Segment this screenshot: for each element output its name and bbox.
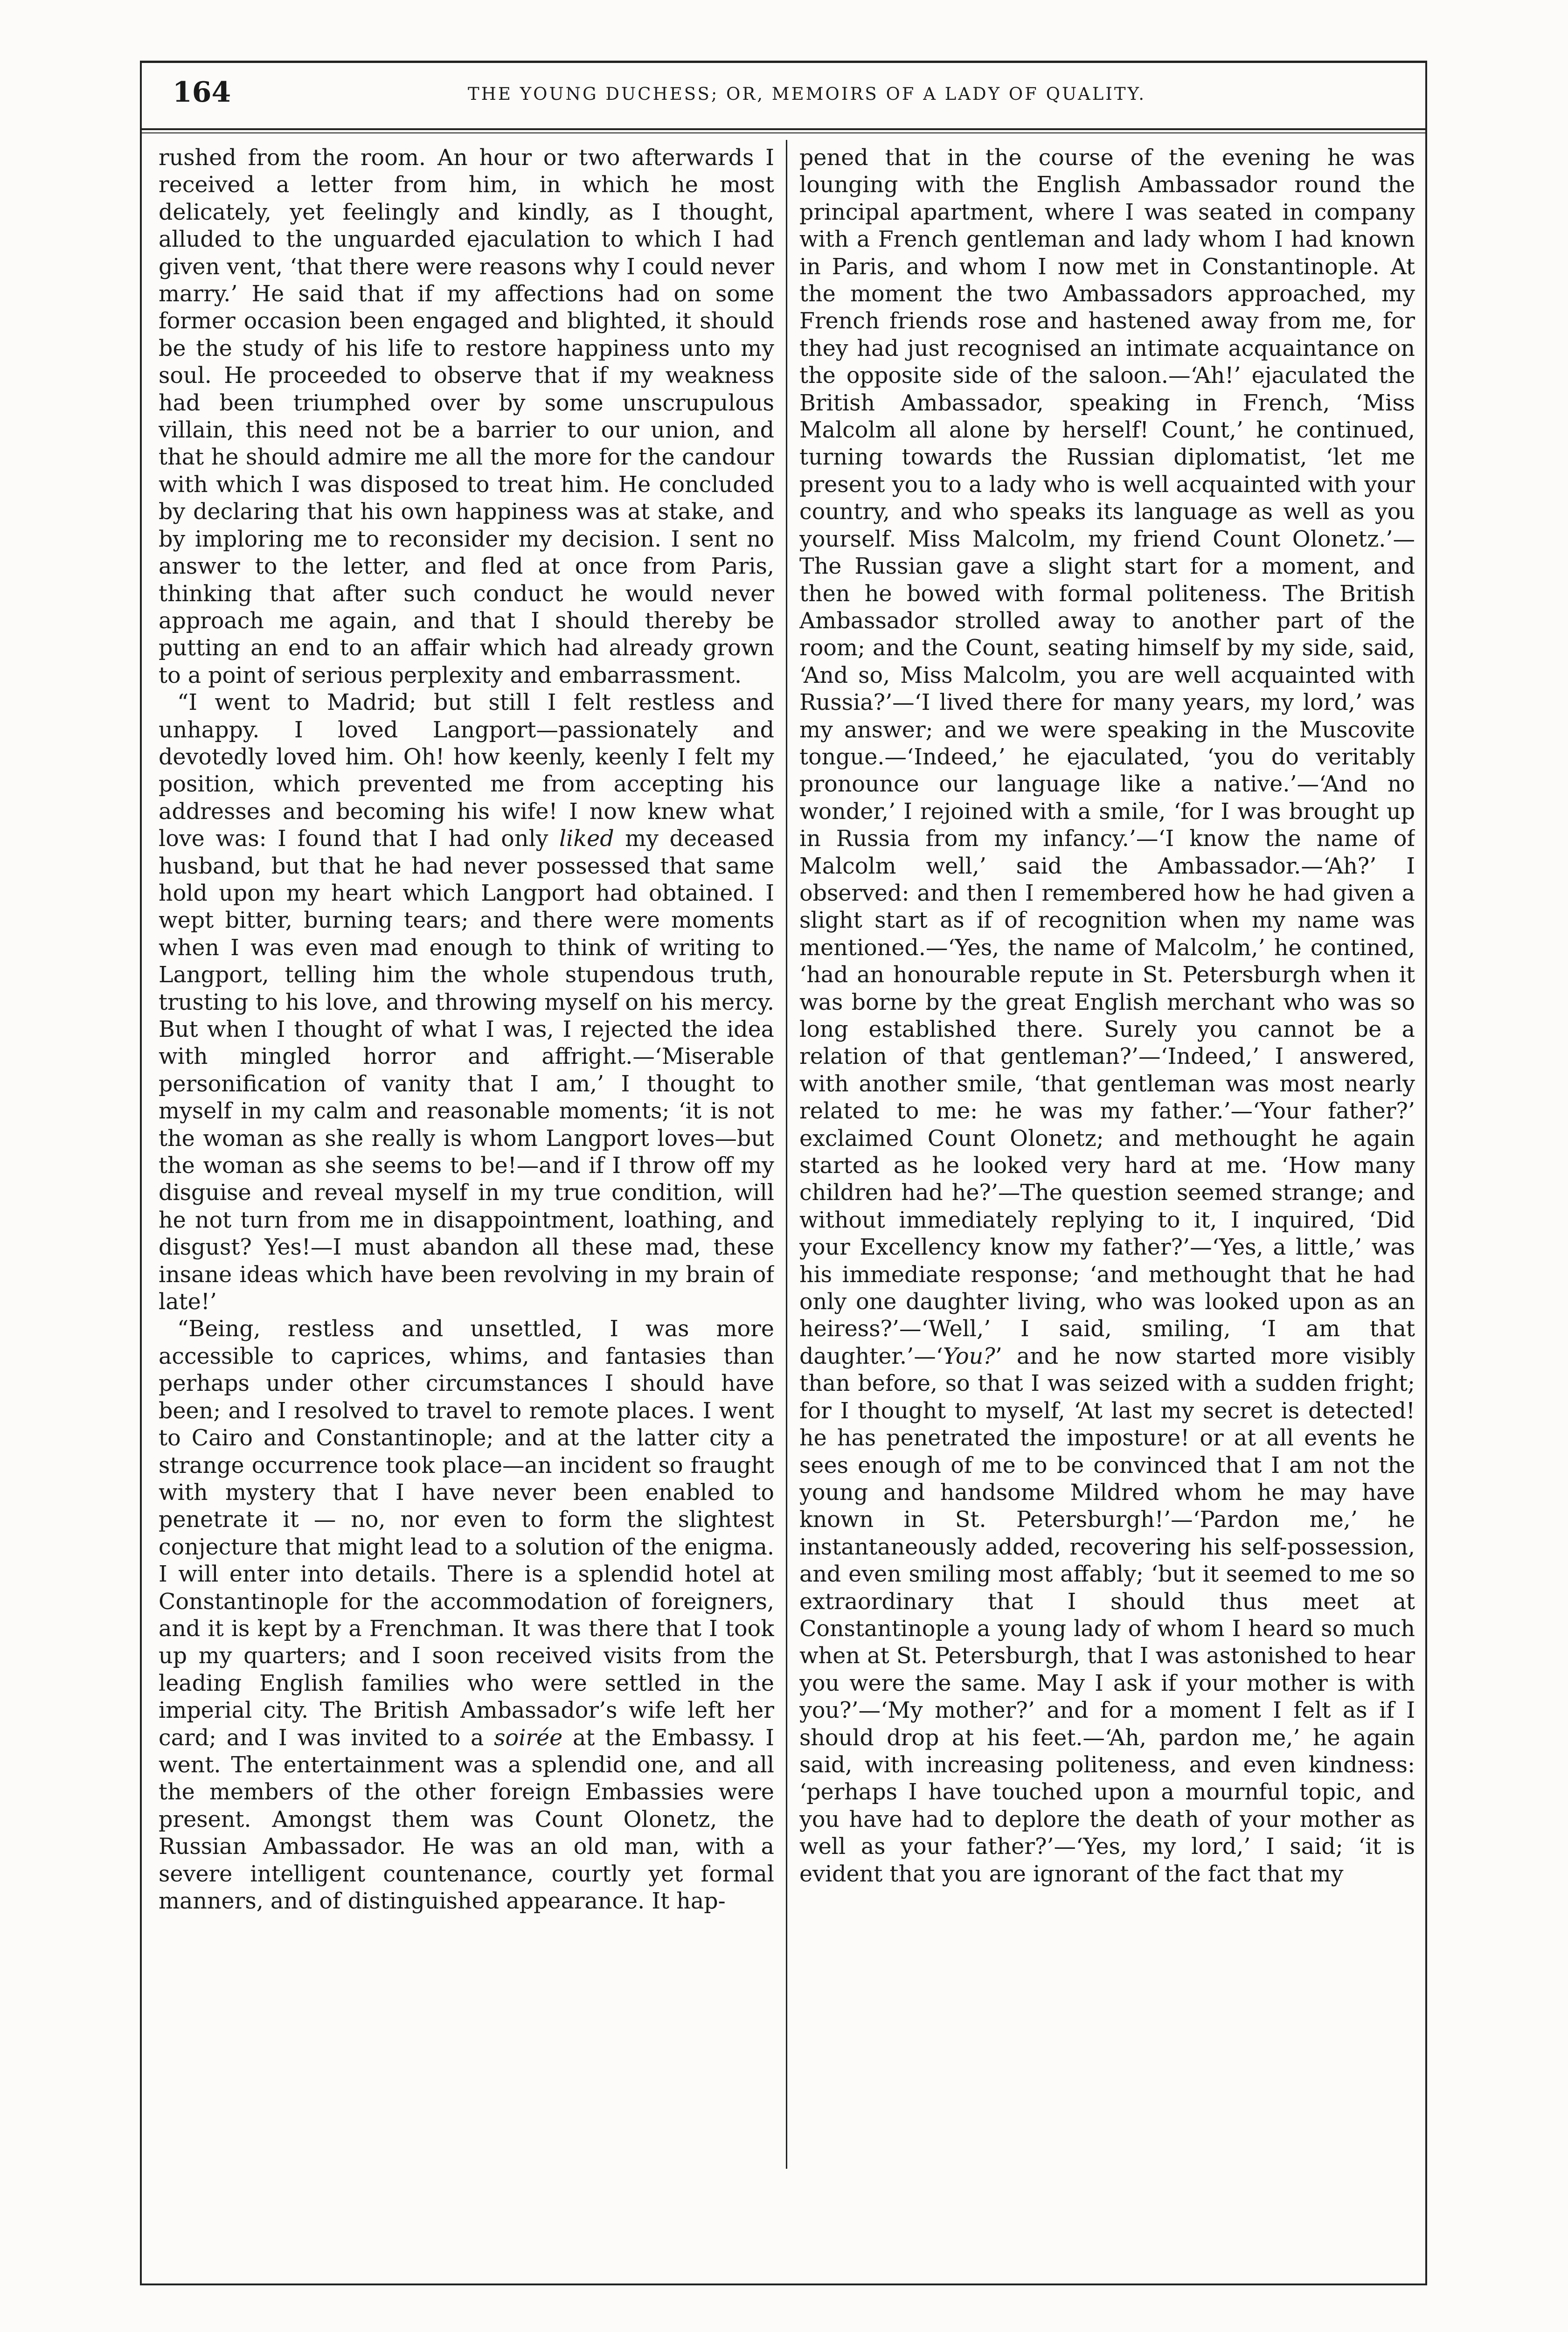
column-divider [786,140,787,2169]
paragraph [159,145,774,689]
paragraph [159,1316,774,1915]
header-rule-thin [140,132,1427,133]
running-title: THE YOUNG DUCHESS; OR, MEMOIRS OF A LADY OF QUALITY. [467,84,1146,104]
page-number: 164 [173,76,231,109]
paragraph-text: “I went to Madrid; but still I felt restless and unhappy. I loved Langport—passionately and devotedly loved him. Oh! how keenly, keenly I felt my position, which prevented me from accepting his addresses and becoming his wife! I now knew what love was: I found that I had only [159,690,774,852]
left-column [159,145,774,2159]
paragraph-text: rushed from the room. An hour or two afterwards I received a letter from him, in which he most delicately, yet feelingly and kindly, as I thought, alluded to the unguarded ejaculation to which I had given vent, ‘that there were reasons why I could never marry.’ He said that if my affections had on some former occasion been engaged and blighted, it should be the study of his life to restore happiness unto my soul. He proceeded to observe that if my weakness had been triumphed over by some unscrupulous villain, this need not be a barrier to our union, and that he should admire me all the more for the candour with which I was disposed to treat him. He concluded by declaring that his own happiness was at stake, and by imploring me to reconsider my decision. I sent no answer to the letter, and fled at once from Paris, thinking that after such conduct he would never approach me again, and that I should thereby be putting an end to an affair which had already grown to a point of serious perplexity and embarrassment. [159,145,774,688]
paragraph-text: “Being, restless and unsettled, I was more accessible to caprices, whims, and fantasies than perhaps under other circumstances I should have been; and I resolved to travel to remote places. I went to Cairo and Constantinople; and at the latter city a strange occurrence took place—an incident so fraught with mystery that I have never been enabled to penetrate it — no, nor even to form the slightest conjecture that might lead to a solution of the enigma. I will enter into details. There is a splendid hotel at Constantinople for the accommodation of foreigners, and it is kept by a Frenchman. It was there that I took up my quarters; and I soon received visits from the leading English families who were settled in the imperial city. The British Ambassador’s wife left her card; and I was invited to a [159,1316,774,1751]
paragraph-text: my deceased husband, but that he had never possessed that same hold upon my heart which Langport had obtained. I wept bitter, burning tears; and there were moments when I was even mad enough to think of writing to Langport, telling him the whole stupendous truth, trusting to his love, and throwing myself on his mercy. But when I thought of what I was, I rejected the idea with mingled horror and affright.—‘Miserable personification of vanity that I am,’ I thought to myself in my calm and reasonable moments; ‘it is not the woman as she really is whom Langport loves—but the woman as she seems to be!—and if I throw off my disguise and reveal myself in my true condition, will he not turn from me in disappointment, loathing, and disgust? Yes!—I must abandon all these mad, these insane ideas which have been revolving in my brain of late!’ [159,826,774,1315]
italic-text: You? [943,1343,995,1369]
header-rule [140,128,1427,130]
paragraph [159,689,774,1316]
paragraph-text: ’ and he now started more visibly than before, so that I was seized with a sudden fright; for I thought to myself, ‘At last my secret is detected! he has penetrated the imposture! or at all events he sees enough of me to be convinced that I am not the young and handsome Mildred whom he may have known in St. Petersburgh!’—‘Pardon me,’ he instantaneously added, recovering his self-possession, and even smiling most affably; ‘but it seemed to me so extraordinary that I should thus meet at Constantinople a young lady of whom I heard so much when at St. Petersburgh, that I was astonished to hear you were the same. May I ask if your mother is with you?’—‘My mother?’ and for a moment I felt as if I should drop at his feet.—‘Ah, pardon me,’ he again said, with increasing politeness, and even kindness: ‘perhaps I have touched upon a mournful topic, and you have had to deplore the death of your mother as well as your father?’—‘Yes, my lord,’ I said; ‘it is evident that you are ignorant of the fact that my [799,1343,1415,1887]
paragraph-text: at the Embassy. I went. The entertainment was a splendid one, and all the members of the other foreign Embassies were present. Amongst them was Count Olonetz, the Russian Ambassador. He was an old man, with a severe intelligent countenance, courtly yet formal manners, and of distinguished appearance. It hap- [159,1725,774,1914]
bottom-border-rule [140,2283,1427,2285]
left-border-rule [140,61,142,2285]
italic-text: liked [559,826,614,852]
right-border-rule [1425,61,1427,2285]
paragraph-text: pened that in the course of the evening he was lounging with the English Ambassador round the principal apartment, where I was seated in company with a French gentleman and lady whom I had known in Paris, and whom I now met in Constantinople. At the moment the two Ambassadors approached, my French friends rose and hastened away from me, for they had just recognised an intimate acquaintance on the opposite side of the saloon.—‘Ah!’ ejaculated the British Ambassador, speaking in French, ‘Miss Malcolm all alone by herself! Count,’ he continued, turning towards the Russian diplomatist, ‘let me present you to a lady who is well acquainted with your country, and who speaks its language as well as you yourself. Miss Malcolm, my friend Count Olonetz.’—The Russian gave a slight start for a moment, and then he bowed with formal politeness. The British Ambassador strolled away to another part of the room; and the Count, seating himself by my side, said, ‘And so, Miss Malcolm, you are well acquainted with Russia?’—‘I lived there for many years, my lord,’ was my answer; and we were speaking in the Muscovite tongue.—‘Indeed,’ he ejaculated, ‘you do veritably pronounce our language like a native.’—‘And no wonder,’ I rejoined with a smile, ‘for I was brought up in Russia from my infancy.’—‘I know the name of Malcolm well,’ said the Ambassador.—‘Ah?’ I observed: and then I remembered how he had given a slight start as if of recognition when my name was mentioned.—‘Yes, the name of Malcolm,’ he contined, ‘had an honourable repute in St. Petersburgh when it was borne by the great English merchant who was so long established there. Surely you cannot be a relation of that gentleman?’—‘Indeed,’ I answered, with another smile, ‘that gentleman was most nearly related to me: he was my father.’—‘Your father?’ exclaimed Count Olonetz; and methought he again started as he looked very hard at me. ‘How many children had he?’—The question seemed strange; and without immediately replying to it, I inquired, ‘Did your Excellency know my father?’—‘Yes, a little,’ was his immediate response; ‘and methought that he had only one daughter living, who was looked upon as an heiress?’—‘Well,’ I said, smiling, ‘I am that daughter.’—‘ [799,145,1415,1369]
italic-text: soirée [494,1725,563,1751]
right-column [799,145,1415,2159]
top-border-rule [140,61,1427,63]
paragraph [799,145,1415,1888]
